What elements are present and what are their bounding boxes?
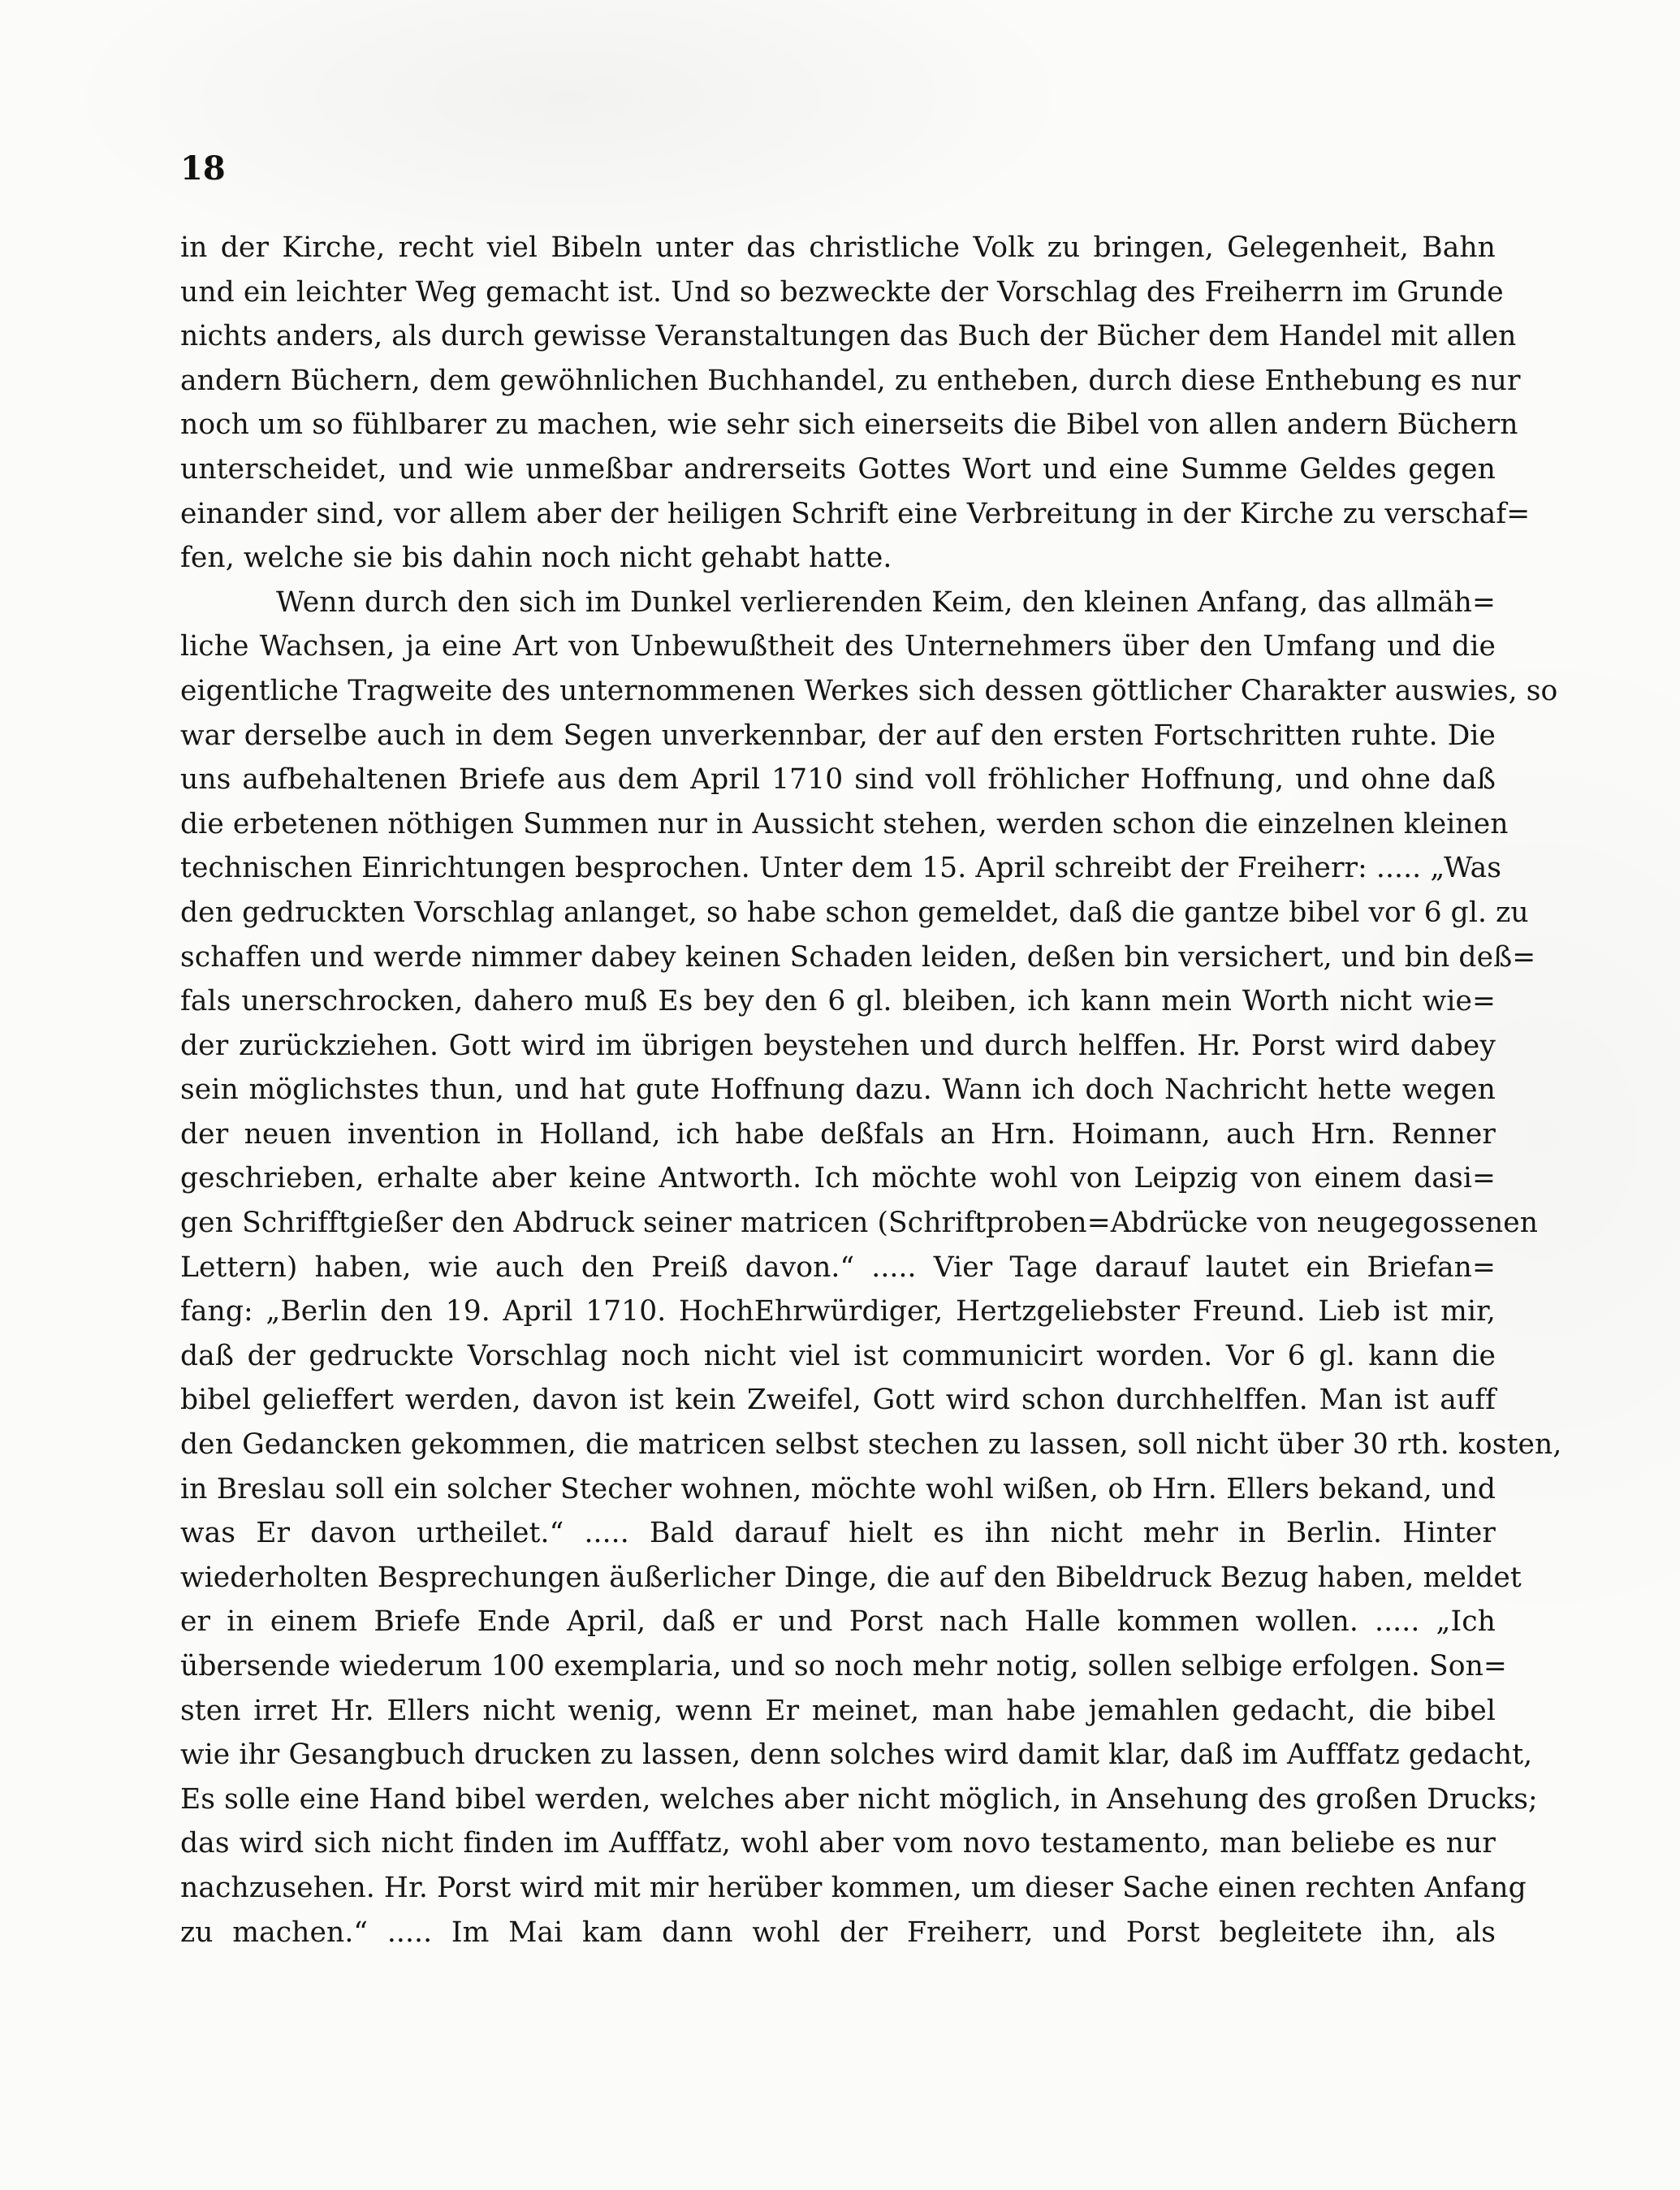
text-line: war derselbe auch in dem Segen unverkennbar, der auf den ersten Fortschritten ruhte. Die bbox=[180, 719, 1496, 752]
body-text bbox=[180, 226, 1562, 1955]
text-line: den Gedancken gekommen, die matricen selbst stechen zu lassen, soll nicht über 30 rth. kosten, bbox=[180, 1428, 1562, 1462]
text-line: gen Schrifftgießer den Abdruck seiner matricen (Schriftproben=Abdrücke von neugegossenen bbox=[180, 1207, 1539, 1240]
paragraph-start-line: Wenn durch den sich im Dunkel verlierenden Keim, den kleinen Anfang, das allmäh= bbox=[276, 585, 1496, 619]
text-line: in der Kirche, recht viel Bibeln unter das christliche Volk zu bringen, Gelegenheit, Bahn bbox=[180, 231, 1496, 264]
text-line: daß der gedruckte Vorschlag noch nicht viel ist communicirt worden. Vor 6 gl. kann die bbox=[180, 1339, 1496, 1372]
text-line: der zurückziehen. Gott wird im übrigen beystehen und durch helffen. Hr. Porst wird dabey bbox=[180, 1029, 1496, 1062]
text-line: der neuen invention in Holland, ich habe deßfals an Hrn. Hoimann, auch Hrn. Renner bbox=[180, 1117, 1496, 1151]
text-line: er in einem Briefe Ende April, daß er und Porst nach Halle kommen wollen. ..... „Ich bbox=[180, 1605, 1496, 1639]
text-line: übersende wiederum 100 exemplaria, und so noch mehr notig, sollen selbige erfolgen. Son= bbox=[180, 1650, 1507, 1682]
text-line: die erbetenen nöthigen Summen nur in Aussicht stehen, werden schon die einzelnen kleinen bbox=[180, 807, 1509, 840]
text-line: das wird sich nicht finden im Aufffatz, wohl aber vom novo testamento, man beliebe es nur bbox=[180, 1827, 1496, 1860]
text-line: nichts anders, als durch gewisse Veranstaltungen das Buch der Bücher dem Handel mit allen bbox=[180, 320, 1517, 353]
text-line: geschrieben, erhalte aber keine Antworth. Ich möchte wohl von Leipzig von einem dasi= bbox=[180, 1162, 1496, 1195]
text-line: nachzusehen. Hr. Porst wird mit mir herüber kommen, um dieser Sache einen rechten Anfang bbox=[180, 1871, 1527, 1904]
text-line: einander sind, vor allem aber der heiligen Schrift eine Verbreitung in der Kirche zu verschaf= bbox=[180, 497, 1531, 530]
page-number: 18 bbox=[180, 149, 226, 188]
text-line: liche Wachsen, ja eine Art von Unbewußtheit des Unternehmers über den Umfang und die bbox=[180, 630, 1496, 663]
text-line: Lettern) haben, wie auch den Preiß davon.“ ..... Vier Tage darauf lautet ein Briefan= bbox=[180, 1251, 1496, 1284]
text-line: wiederholten Besprechungen äußerlicher Dinge, die auf den Bibeldruck Bezug haben, meldet bbox=[180, 1561, 1522, 1594]
text-line: den gedruckten Vorschlag anlanget, so habe schon gemeldet, daß die gantze bibel vor 6 gl. zu bbox=[180, 896, 1529, 929]
text-line: eigentliche Tragweite des unternommenen Werkes sich dessen göttlicher Charakter auswies, so bbox=[180, 674, 1558, 707]
text-line: was Er davon urtheilet.“ ..... Bald darauf hielt es ihn nicht mehr in Berlin. Hinter bbox=[180, 1517, 1496, 1550]
text-line: sein möglichstes thun, und hat gute Hoffnung dazu. Wann ich doch Nachricht hette wegen bbox=[180, 1073, 1496, 1107]
text-line: schaffen und werde nimmer dabey keinen Schaden leiden, deßen bin versichert, und bin deß= bbox=[180, 940, 1536, 974]
text-line: fang: „Berlin den 19. April 1710. HochEhrwürdiger, Hertzgeliebster Freund. Lieb ist mir, bbox=[180, 1295, 1496, 1328]
text-line: noch um so fühlbarer zu machen, wie sehr sich einerseits die Bibel von allen andern Büchern bbox=[180, 408, 1518, 442]
text-line: uns aufbehaltenen Briefe aus dem April 1710 sind voll fröhlicher Hoffnung, und ohne daß bbox=[180, 763, 1496, 797]
text-line: unterscheidet, und wie unmeßbar andrerseits Gottes Wort und eine Summe Geldes gegen bbox=[180, 452, 1496, 486]
text-line: technischen Einrichtungen besprochen. Unter dem 15. April schreibt der Freiherr: ..... „Was bbox=[180, 852, 1502, 885]
text-line: in Breslau soll ein solcher Stecher wohnen, möchte wohl wißen, ob Hrn. Ellers bekand, und bbox=[180, 1472, 1496, 1505]
text-line: Es solle eine Hand bibel werden, welches aber nicht möglich, in Ansehung des großen Drucks; bbox=[180, 1782, 1538, 1816]
text-line: wie ihr Gesangbuch drucken zu lassen, denn solches wird damit klar, daß im Aufffatz gedacht, bbox=[180, 1739, 1533, 1772]
text-line: bibel gelieffert werden, davon ist kein Zweifel, Gott wird schon durchhelffen. Man ist auff bbox=[180, 1384, 1496, 1417]
text-line: fen, welche sie bis dahin noch nicht gehabt hatte. bbox=[180, 542, 892, 575]
text-line: zu machen.“ ..... Im Mai kam dann wohl der Freiherr, und Porst begleitete ihn, als bbox=[180, 1916, 1496, 1949]
text-line: sten irret Hr. Ellers nicht wenig, wenn Er meinet, man habe jemahlen gedacht, die bibel bbox=[180, 1694, 1496, 1727]
text-line: andern Büchern, dem gewöhnlichen Buchhandel, zu entheben, durch diese Enthebung es nur bbox=[180, 364, 1521, 397]
text-line: fals unerschrocken, dahero muß Es bey den 6 gl. bleiben, ich kann mein Worth nicht wie= bbox=[180, 985, 1496, 1018]
text-line: und ein leichter Weg gemacht ist. Und so bezweckte der Vorschlag des Freiherrn im Grunde bbox=[180, 275, 1504, 309]
